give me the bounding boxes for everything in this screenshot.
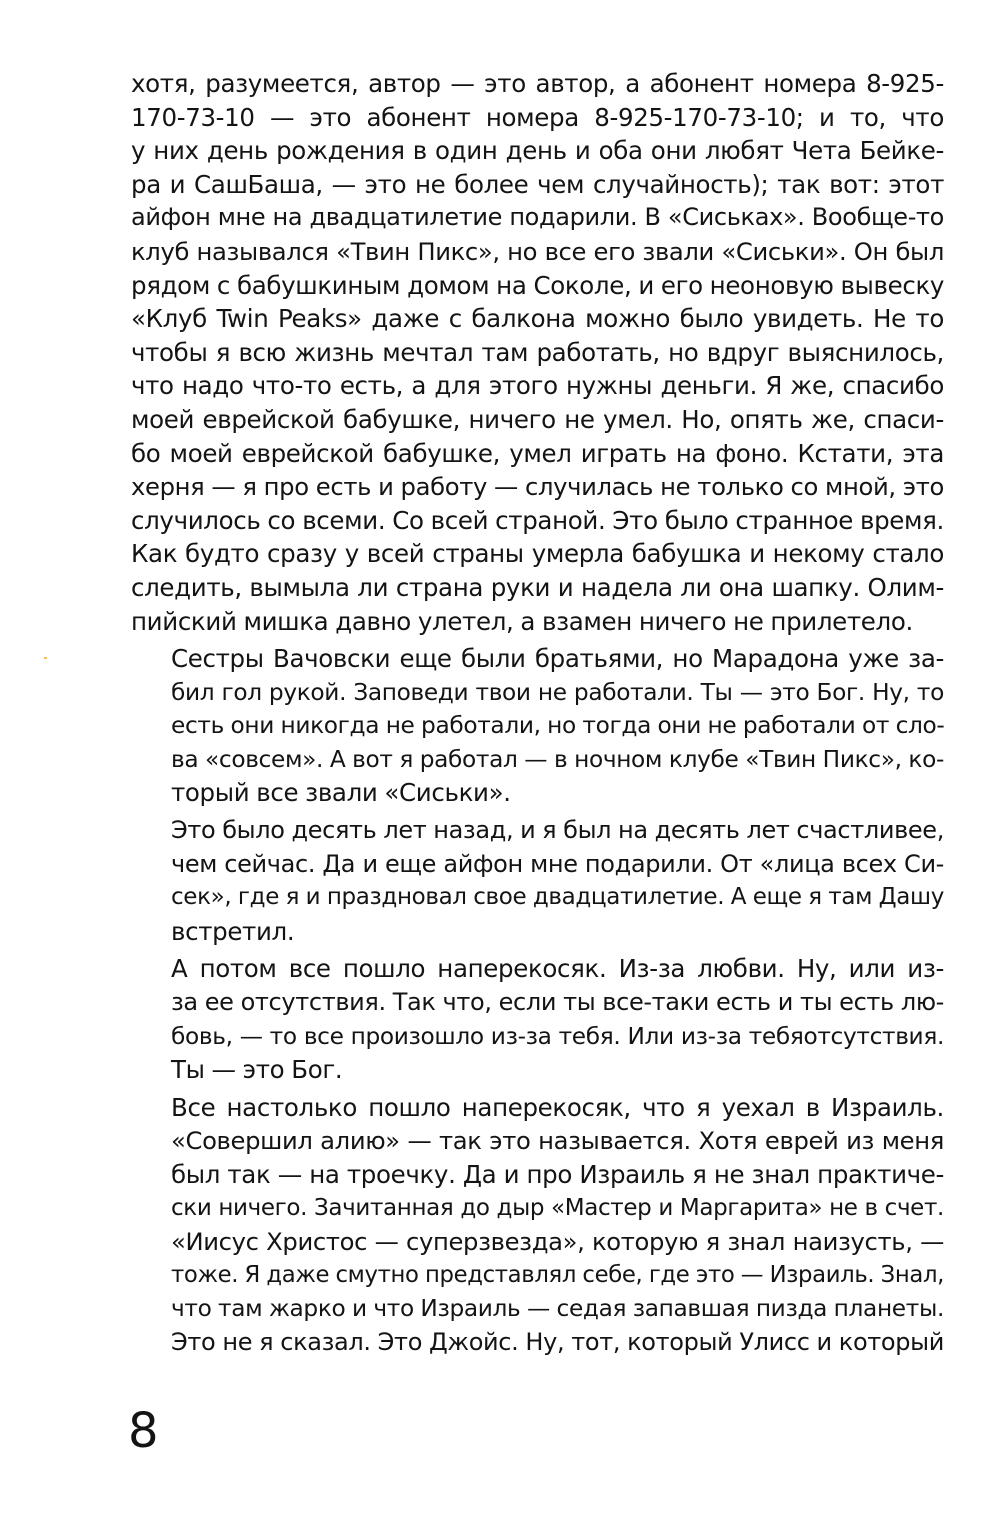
text-line: следить, вымыла ли страна руки и надела ли она шапку. Олим- bbox=[131, 572, 944, 602]
text-line: торый все звали «Сиськи». bbox=[171, 778, 511, 808]
text-line: ва «совсем». А вот я работал — в ночном клубе «Твин Пикс», ко- bbox=[171, 745, 944, 773]
text-line: Ты — это Бог. bbox=[171, 1055, 343, 1085]
text-line: что там жарко и что Израиль — седая запавшая пизда планеты. bbox=[171, 1295, 944, 1323]
text-line: чтобы я всю жизнь мечтал там работать, но вдруг выяснилось, bbox=[131, 337, 944, 367]
text-line: Это не я сказал. Это Джойс. Ну, тот, который Улисс и который bbox=[171, 1327, 944, 1356]
text-line: «Иисус Христос — суперзвезда», которую я знал наизусть, — bbox=[171, 1227, 944, 1257]
text-line: 170-73-10 — это абонент номера 8-925-170-73-10; и то, что bbox=[131, 102, 944, 132]
text-line: за ее отсутствия. Так что, если ты все-таки есть и ты есть лю- bbox=[171, 988, 944, 1017]
text-line: есть они никогда не работали, но тогда они не работали от сло- bbox=[171, 712, 945, 740]
text-line: рядом с бабушкиным домом на Соколе, и его неоновую вывеску bbox=[131, 270, 945, 300]
text-line: Сестры Вачовски еще были братьями, но Марадона уже за- bbox=[171, 644, 944, 674]
text-line: бил гол рукой. Заповеди твои не работали. Ты — это Бог. Ну, то bbox=[171, 678, 944, 706]
page-number: 8 bbox=[128, 1403, 159, 1459]
text-line: пийский мишка давно улетел, а взамен ничего не прилетело. bbox=[131, 606, 913, 636]
text-line: ски ничего. Зачитанная до дыр «Мастер и Маргарита» не в счет. bbox=[171, 1194, 944, 1221]
text-line: «Совершил алию» — так это называется. Хотя еврей из меня bbox=[171, 1126, 944, 1156]
text-line: бо моей еврейской бабушке, умел играть на фоно. Кстати, эта bbox=[131, 438, 944, 468]
text-line: айфон мне на двадцатилетие подарили. В «Сиськах». Вообще-то bbox=[131, 203, 944, 232]
text-line: Это было десять лет назад, и я был на десять лет счастливее, bbox=[171, 816, 944, 845]
paragraph bbox=[131, 814, 944, 948]
text-line: «Клуб Twin Peaks» даже с балкона можно было увидеть. Не то bbox=[131, 304, 944, 334]
text-line: херня — я про есть и работу — случилась не только со мной, это bbox=[131, 472, 944, 502]
text-line: А потом все пошло наперекосяк. Из-за любви. Ну, или из- bbox=[171, 954, 944, 984]
paragraph bbox=[131, 1091, 944, 1360]
body-text bbox=[131, 67, 944, 1364]
text-line: был так — на троечку. Да и про Израиль я не знал практиче- bbox=[171, 1160, 944, 1189]
text-line: Все настолько пошло наперекосяк, что я уехал в Израиль. bbox=[171, 1092, 944, 1122]
paragraph bbox=[131, 952, 944, 1086]
paragraph bbox=[131, 642, 944, 810]
text-line: встретил. bbox=[171, 916, 295, 946]
text-line: что надо что-то есть, а для этого нужны деньги. Я же, спасибо bbox=[131, 371, 944, 401]
text-line: моей еврейской бабушке, ничего не умел. Но, опять же, спаси- bbox=[131, 404, 944, 434]
paragraph bbox=[131, 67, 944, 638]
text-line: клуб назывался «Твин Пикс», но все его звали «Сиськи». Он был bbox=[131, 236, 944, 266]
text-line: хотя, разумеется, автор — это автор, а абонент номера 8-925- bbox=[131, 69, 944, 98]
text-line: чем сейчас. Да и еще айфон мне подарили. От «лица всех Си- bbox=[171, 849, 944, 878]
text-line: Как будто сразу у всей страны умерла бабушка и некому стало bbox=[131, 539, 944, 569]
text-line: ра и СашБаша, — это не более чем случайность); так вот: этот bbox=[131, 169, 944, 199]
text-line: у них день рождения в один день и оба они любят Чета Бейке- bbox=[131, 136, 944, 166]
text-line: бовь, — то все произошло из-за тебя. Или из-за тебяотсутствия. bbox=[171, 1022, 944, 1050]
paper-speck bbox=[44, 657, 47, 659]
text-line: тоже. Я даже смутно представлял себе, где это — Израиль. Знал, bbox=[171, 1261, 945, 1288]
text-line: случилось со всеми. Со всей страной. Это было странное время. bbox=[131, 505, 944, 535]
text-line: сек», где я и праздновал свое двадцатилетие. А еще я там Дашу bbox=[171, 884, 944, 911]
